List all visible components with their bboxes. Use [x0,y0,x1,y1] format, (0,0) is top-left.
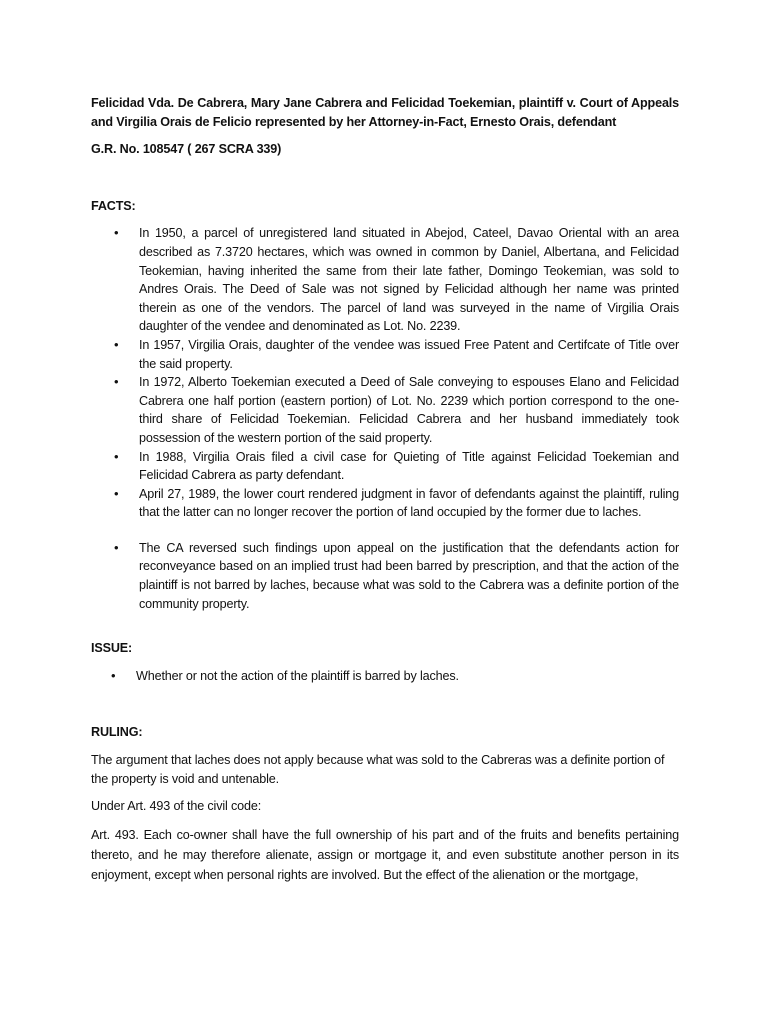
fact-text: In 1972, Alberto Toekemian executed a Deed of Sale conveying to espouses Elano and Felicidad Cabrera one half portion (eastern portion) of Lot. No. 2239 which portion correspond to the one-third share of Felicidad Toekemian. Felicidad Cabrera and her husband immediately took possession of the western portion of the said property. [139,375,679,445]
list-item [91,539,679,613]
list-item [91,485,679,522]
bullet-icon: • [114,225,119,241]
bullet-icon: • [111,667,116,683]
spacer [91,522,679,539]
list-item [91,373,679,447]
ruling-paragraph: The argument that laches does not apply because what was sold to the Cabreras was a definite portion of the property is void and untenable. [91,753,665,786]
case-title: Felicidad Vda. De Cabrera, Mary Jane Cabrera and Felicidad Toekemian, plaintiff v. Court of Appeals and Virgilia Orais de Felicio represented by her Attorney-in-Fact, Ernesto Orais, defendant [91,96,679,129]
article-text: Art. 493. Each co-owner shall have the full ownership of his part and of the fruits and benefits pertaining thereto, and he may therefore alienate, assign or mortgage it, and even substitute another person in its enjoyment, except when personal rights are involved. But the effect of the alienation or the mortgage, [91,827,679,882]
issue-list [91,667,679,686]
fact-text: In 1950, a parcel of unregistered land situated in Abejod, Cateel, Davao Oriental with an area described as 7.3720 hectares, which was owned in common by Daniel, Albertana, and Felicidad Teokemian, having inherited the same from their late father, Domingo Teokemian, was sold to Andres Orais. The Deed of Sale was not signed by Felicidad although her name was printed therein as one of the vendors. The parcel of land was surveyed in the name of Virgilia Orais daughter of the vendee and denominated as Lot. No. 2239. [139,226,679,334]
facts-heading: FACTS: [91,198,136,213]
list-item [91,448,679,485]
bullet-icon: • [114,485,119,501]
facts-list-continued [91,539,679,613]
bullet-icon: • [114,539,119,555]
spacer [91,613,679,639]
fact-text: April 27, 1989, the lower court rendered judgment in favor of defendants against the plaintiff, ruling that the latter can no longer recover the portion of land occupied by the former due to laches. [139,486,679,520]
fact-text: In 1988, Virgilia Orais filed a civil case for Quieting of Title against Felicidad Toekemian and Felicidad Cabrera as party defendant. [139,449,679,483]
list-item [91,224,679,336]
bullet-icon: • [114,448,119,464]
fact-text: In 1957, Virgilia Orais, daughter of the vendee was issued Free Patent and Certifcate of Title over the said property. [139,337,679,371]
bullet-icon: • [114,336,119,352]
facts-list [91,224,679,522]
list-item [91,336,679,373]
document-page [91,94,679,885]
bullet-icon: • [114,374,119,390]
case-citation: G.R. No. 108547 ( 267 SCRA 339) [91,142,282,157]
fact-text: The CA reversed such findings upon appeal on the justification that the defendants action for reconveyance based on an implied trust had been barred by prescription, and that the action of the plaintiff is not barred by laches, because what was sold to the Cabrera was a definite portion of the community property. [139,540,679,611]
issue-heading: ISSUE: [91,641,133,656]
ruling-heading: RULING: [91,725,143,740]
issue-text: Whether or not the action of the plaintiff is barred by laches. [136,668,459,683]
list-item [91,667,679,686]
ruling-paragraph: Under Art. 493 of the civil code: [91,799,262,814]
spacer [91,685,679,723]
